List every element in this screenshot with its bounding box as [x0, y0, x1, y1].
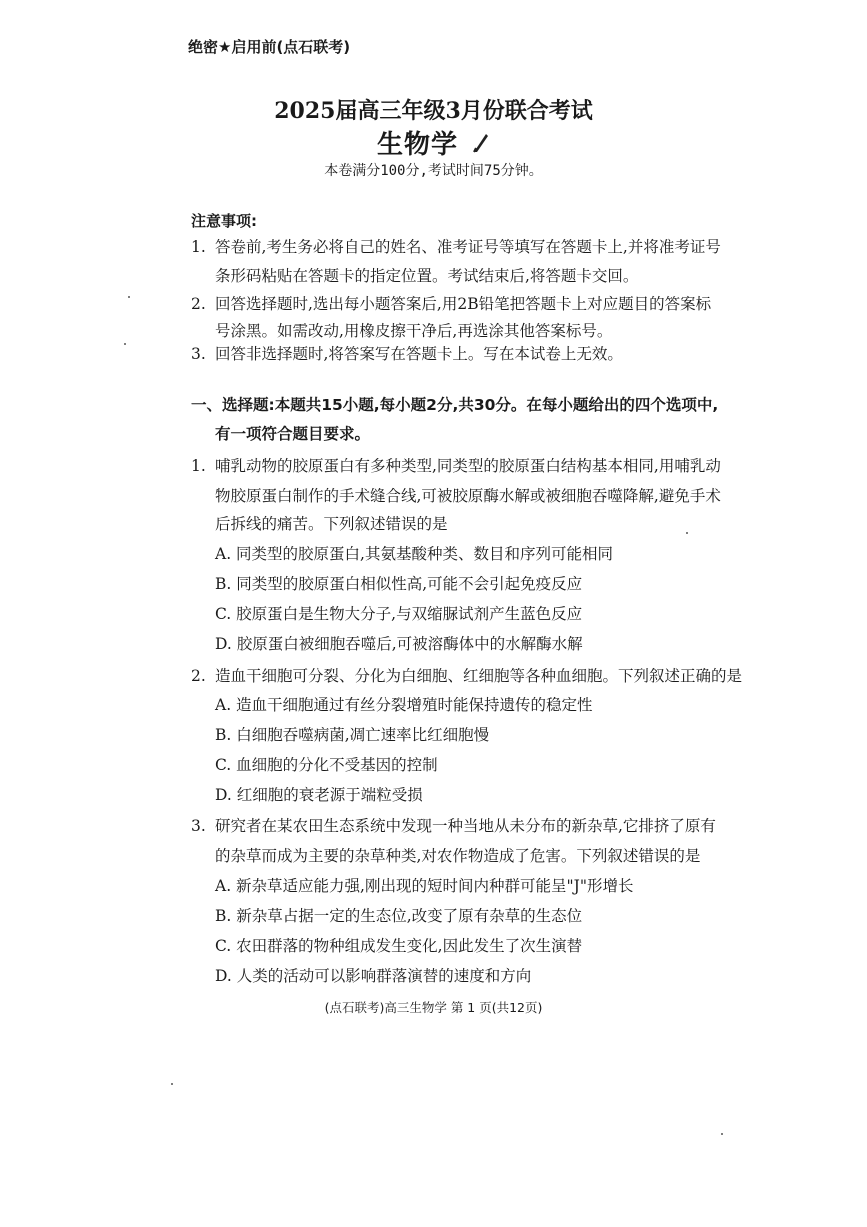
secret-label: 绝密★启用前(点石联考)	[188, 38, 351, 56]
question-stem: 的杂草而成为主要的杂草种类,对农作物造成了危害。下列叙述错误的是	[215, 847, 701, 865]
scan-speck	[721, 1133, 723, 1135]
question-stem: 2. 造血干细胞可分裂、分化为白细胞、红细胞等各种血细胞。下列叙述正确的是	[191, 667, 743, 685]
scan-speck	[128, 296, 130, 298]
option-d: D. 胶原蛋白被细胞吞噬后,可被溶酶体中的水解酶水解	[215, 635, 583, 653]
option-b: B. 同类型的胶原蛋白相似性高,可能不会引起免疫反应	[215, 575, 583, 593]
question-stem: 后拆线的痛苦。下列叙述错误的是	[215, 515, 448, 533]
scan-speck	[124, 343, 126, 345]
option-c: C. 血细胞的分化不受基因的控制	[215, 756, 438, 774]
scan-speck	[686, 532, 688, 534]
note-line: 号涂黑。如需改动,用橡皮擦干净后,再选涂其他答案标号。	[215, 322, 613, 340]
option-c: C. 农田群落的物种组成发生变化,因此发生了次生演替	[215, 937, 583, 955]
notes-heading: 注意事项:	[191, 212, 257, 230]
exam-info: 本卷满分100分,考试时间75分钟。	[324, 163, 543, 179]
pen-nib-icon	[472, 131, 490, 161]
option-d: D. 红细胞的衰老源于端粒受损	[215, 786, 423, 804]
option-a: A. 同类型的胶原蛋白,其氨基酸种类、数目和序列可能相同	[215, 545, 613, 563]
note-line: 3. 回答非选择题时,将答案写在答题卡上。写在本试卷上无效。	[191, 345, 623, 363]
subject-title	[0, 124, 867, 161]
note-line: 2. 回答选择题时,选出每小题答案后,用2B铅笔把答题卡上对应题目的答案标	[191, 295, 712, 313]
exam-title: 2025届高三年级3月份联合考试	[274, 98, 593, 124]
question-stem: 3. 研究者在某农田生态系统中发现一种当地从未分布的新杂草,它排挤了原有	[191, 817, 716, 835]
option-c: C. 胶原蛋白是生物大分子,与双缩脲试剂产生蓝色反应	[215, 605, 583, 623]
page-footer: (点石联考)高三生物学 第 1 页(共12页)	[324, 1000, 543, 1015]
option-a: A. 新杂草适应能力强,刚出现的短时间内种群可能呈"J"形增长	[215, 877, 634, 895]
option-b: B. 白细胞吞噬病菌,凋亡速率比红细胞慢	[215, 726, 490, 744]
option-d: D. 人类的活动可以影响群落演替的速度和方向	[215, 967, 532, 985]
note-line: 1. 答卷前,考生务必将自己的姓名、准考证号等填写在答题卡上,并将准考证号	[191, 238, 721, 256]
subject-label: 生物学	[376, 130, 458, 160]
option-b: B. 新杂草占据一定的生态位,改变了原有杂草的生态位	[215, 907, 583, 925]
scan-speck	[171, 1083, 173, 1085]
option-a: A. 造血干细胞通过有丝分裂增殖时能保持遗传的稳定性	[215, 696, 593, 714]
question-stem: 1. 哺乳动物的胶原蛋白有多种类型,同类型的胶原蛋白结构基本相同,用哺乳动	[191, 457, 721, 475]
question-stem: 物胶原蛋白制作的手术缝合线,可被胶原酶水解或被细胞吞噬降解,避免手术	[215, 487, 721, 505]
note-line: 条形码粘贴在答题卡的指定位置。考试结束后,将答题卡交回。	[215, 267, 639, 285]
